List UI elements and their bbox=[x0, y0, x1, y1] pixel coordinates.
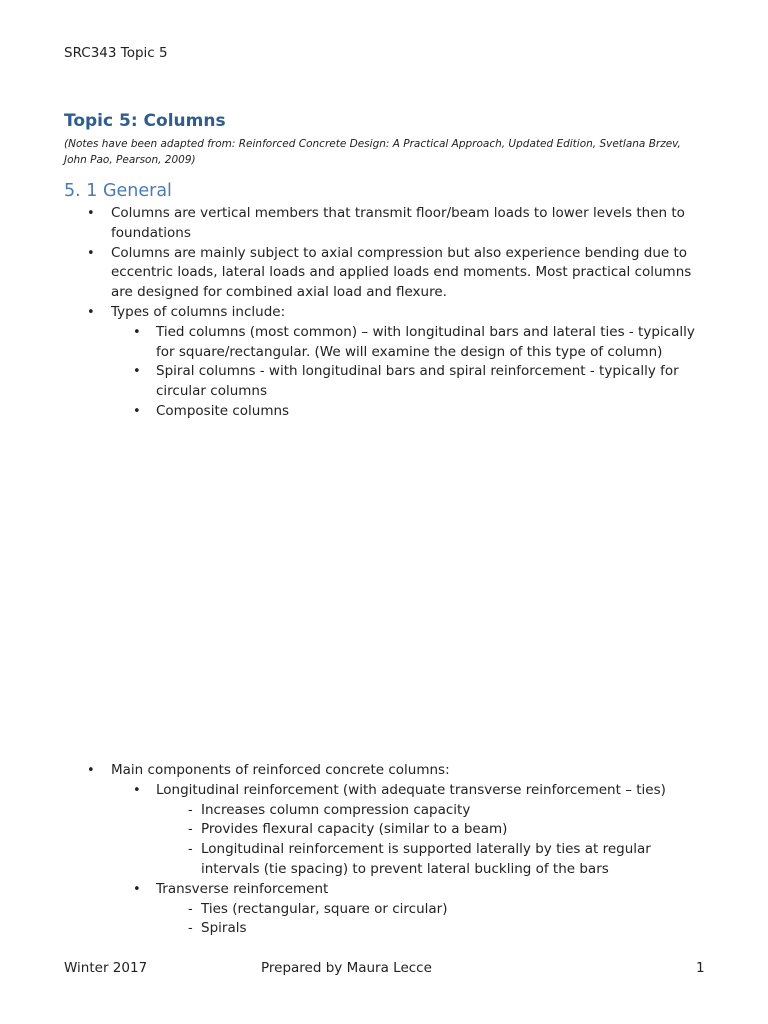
dash-icon: - bbox=[188, 802, 193, 818]
page-number: 1 bbox=[696, 960, 705, 976]
list-item-text: Tied columns (most common) – with longitudinal bars and lateral ties - typically for square/rectangular. (We will examine the design of this type of column) bbox=[156, 323, 695, 360]
bullet-icon: • bbox=[87, 304, 95, 320]
bullet-icon: • bbox=[133, 324, 141, 340]
list-item-text: Spirals bbox=[201, 920, 247, 937]
list-item bbox=[0, 781, 706, 801]
list-item bbox=[0, 880, 706, 900]
list-item bbox=[0, 761, 711, 781]
topic-title: Topic 5: Columns bbox=[64, 111, 226, 131]
dash-icon: - bbox=[188, 842, 193, 858]
list-item-text: Provides flexural capacity (similar to a beam) bbox=[201, 821, 508, 838]
bullet-icon: • bbox=[133, 782, 141, 798]
bullet-icon: • bbox=[87, 763, 95, 778]
components-list bbox=[0, 761, 768, 939]
list-item-text: Increases column compression capacity bbox=[201, 801, 471, 818]
source-note: (Notes have been adapted from: Reinforced Concrete Design: A Practical Approach, Updated Edition, Svetlana Brzev, John Pao, Pearson, 2009) bbox=[64, 138, 681, 166]
list-item bbox=[0, 362, 706, 402]
list-item-text: Longitudinal reinforcement (with adequate transverse reinforcement – ties) bbox=[156, 781, 666, 798]
page-header: SRC343 Topic 5 bbox=[64, 45, 168, 61]
list-item bbox=[0, 204, 711, 244]
list-item bbox=[0, 402, 706, 422]
bullet-icon: • bbox=[133, 364, 141, 380]
list-item bbox=[0, 244, 711, 303]
section-heading: 5. 1 General bbox=[64, 181, 172, 201]
list-item-text: Ties (rectangular, square or circular) bbox=[201, 900, 448, 917]
list-item bbox=[0, 820, 701, 840]
dash-icon: - bbox=[188, 921, 193, 937]
list-item bbox=[0, 801, 701, 821]
footer-term: Winter 2017 bbox=[64, 960, 148, 976]
list-item bbox=[0, 323, 706, 363]
bullet-icon: • bbox=[133, 403, 141, 419]
list-item-text: Longitudinal reinforcement is supported laterally by ties at regular intervals (tie spacing) to prevent lateral buckling of the bars bbox=[201, 841, 651, 877]
list-item-text: Composite columns bbox=[156, 402, 290, 419]
list-item-text: Columns are mainly subject to axial compression but also experience bending due to eccentric loads, lateral loads and applied loads end moments. Most practical columns are designed for combined axial load and flexure. bbox=[111, 244, 692, 301]
dash-icon: - bbox=[188, 822, 193, 838]
list-item bbox=[0, 840, 701, 880]
dash-icon: - bbox=[188, 901, 193, 917]
bullet-icon: • bbox=[133, 881, 141, 897]
list-item-text: Spiral columns - with longitudinal bars and spiral reinforcement - typically for circular columns bbox=[156, 363, 679, 400]
list-item bbox=[0, 303, 711, 323]
list-item-text: Main components of reinforced concrete columns: bbox=[111, 762, 450, 778]
list-item-text: Transverse reinforcement bbox=[156, 880, 329, 897]
list-item-text: Columns are vertical members that transmit floor/beam loads to lower levels then to foundations bbox=[111, 205, 685, 241]
list-item bbox=[0, 900, 701, 920]
general-list bbox=[0, 204, 768, 422]
bullet-icon: • bbox=[87, 206, 95, 221]
footer-author: Prepared by Maura Lecce bbox=[261, 960, 432, 976]
list-item bbox=[0, 919, 701, 939]
bullet-icon: • bbox=[87, 245, 95, 261]
list-item-text: Types of columns include: bbox=[111, 303, 286, 320]
